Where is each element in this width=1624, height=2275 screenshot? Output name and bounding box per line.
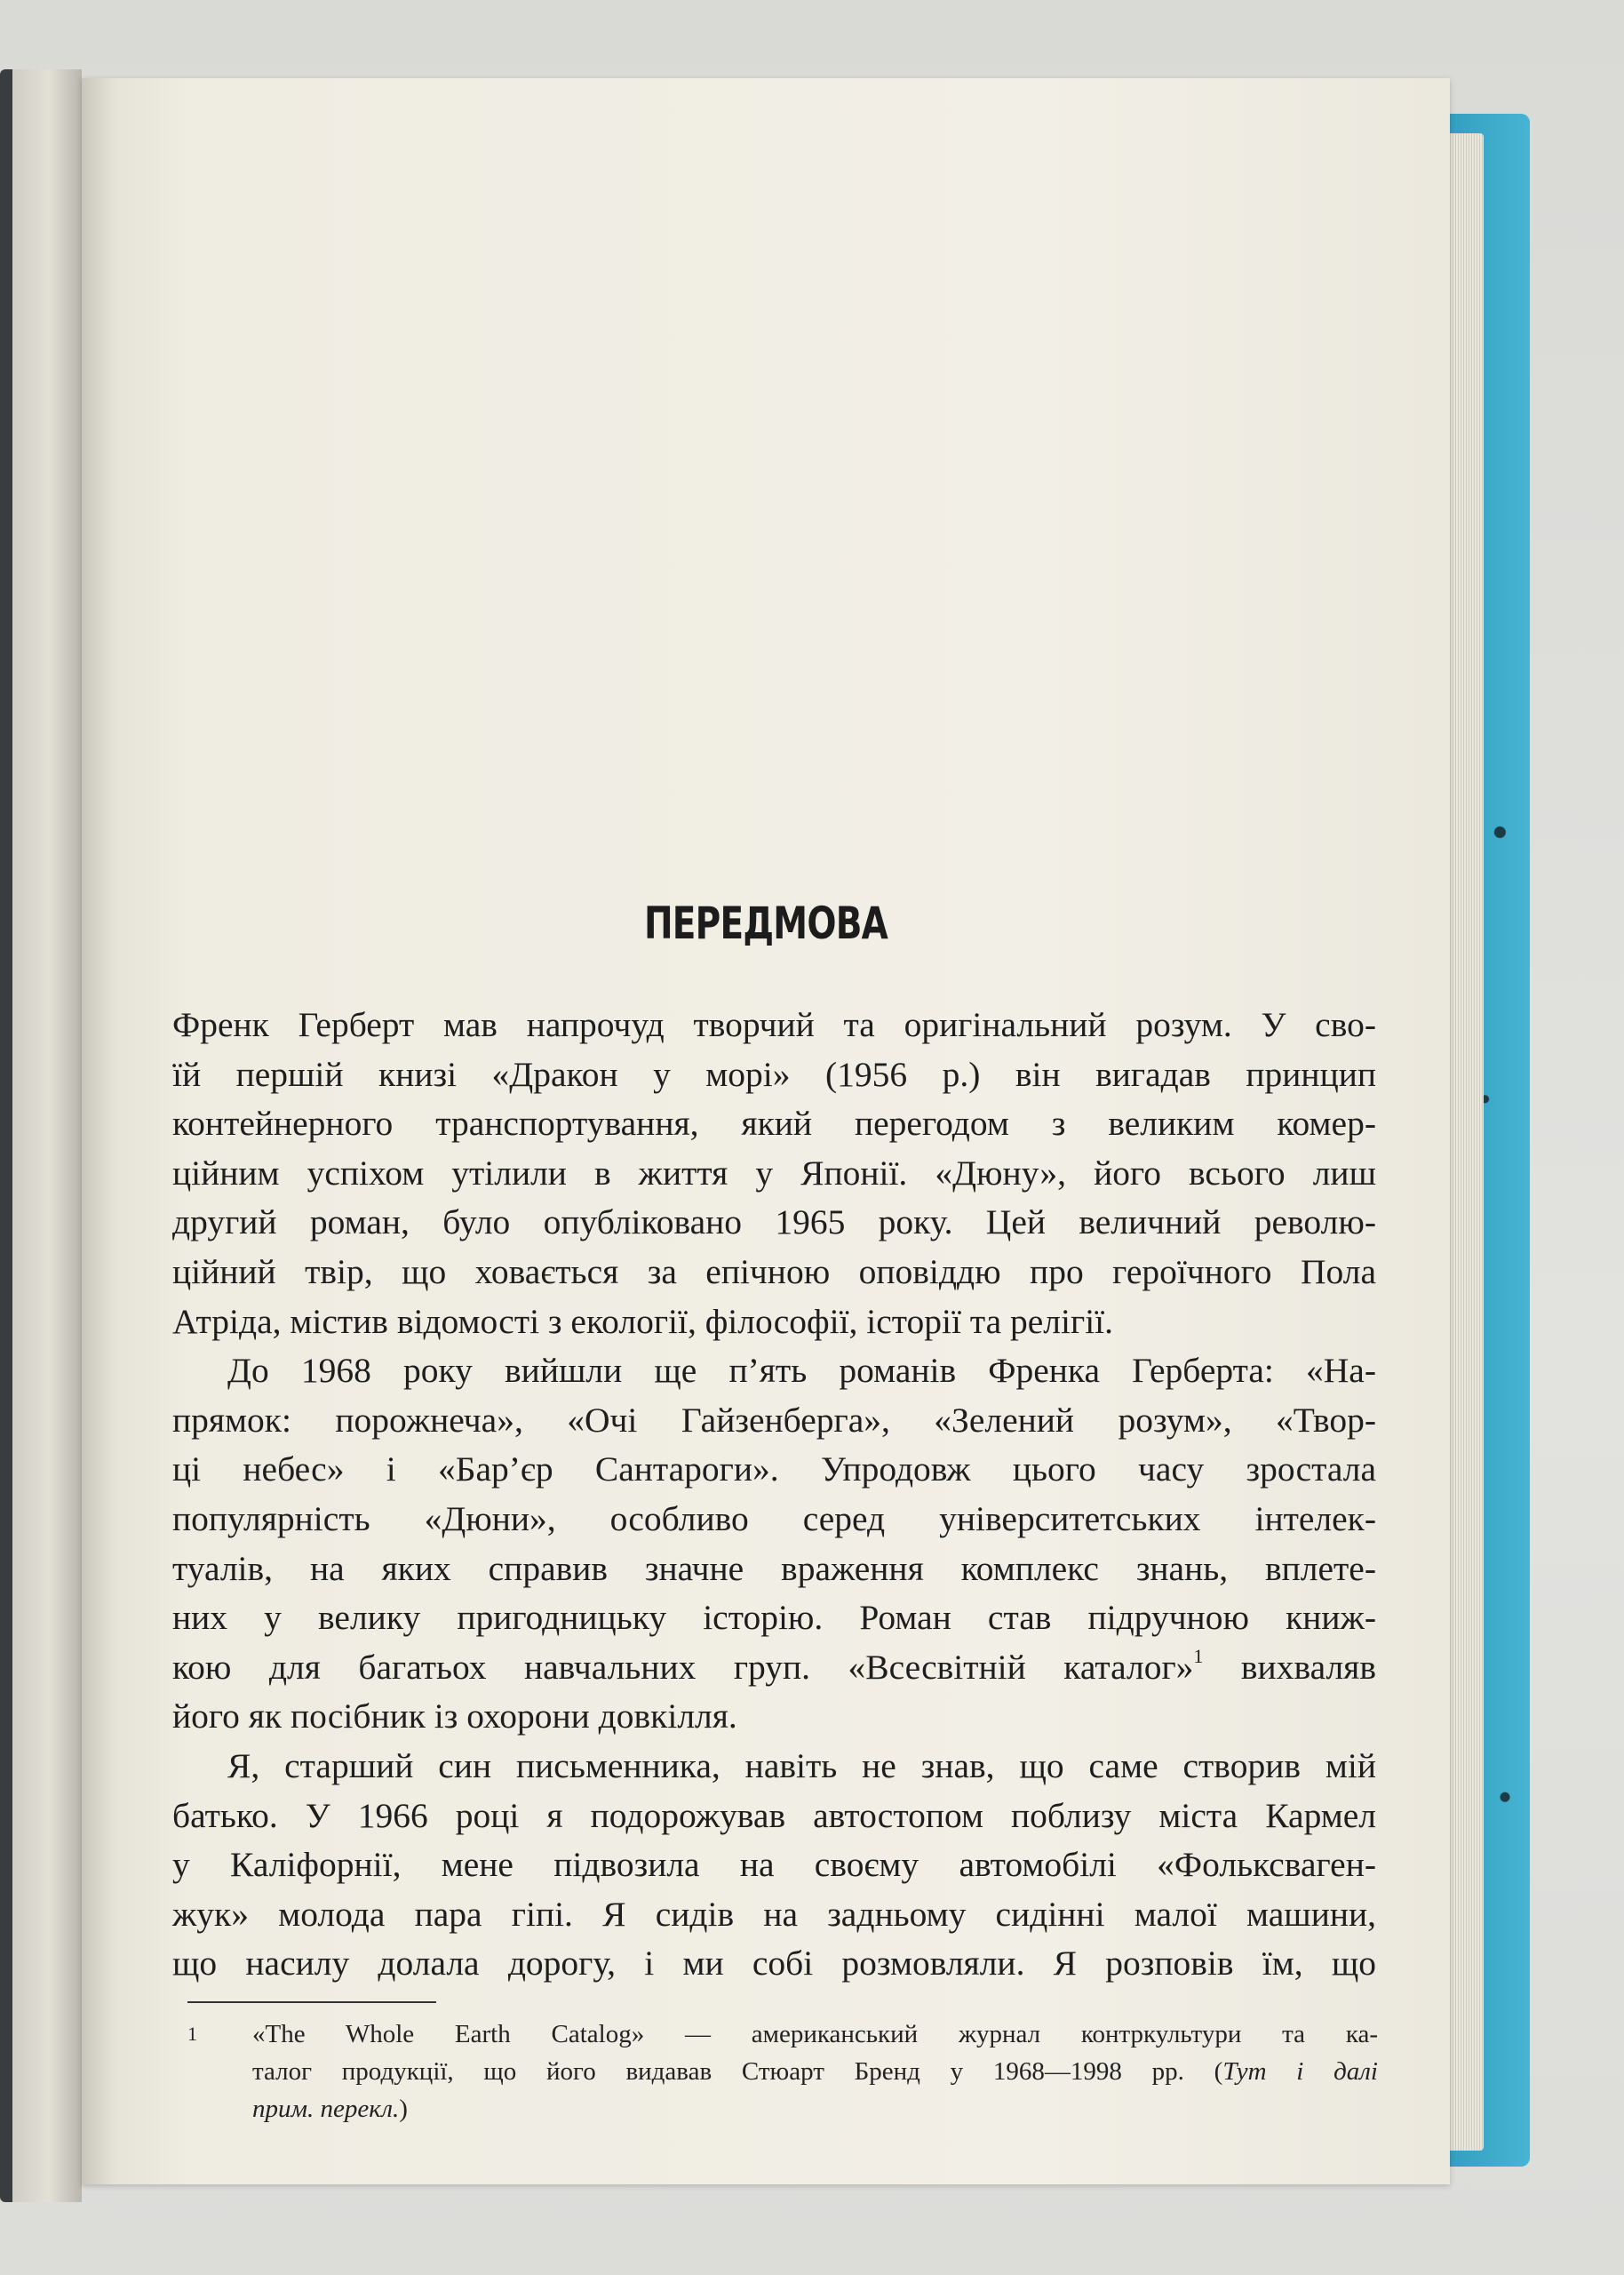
text-line: ційний твір, що ховається за епічною оповіддю про героїчного Пола — [172, 1251, 1376, 1291]
text-line: прямок: порожнеча», «Очі Гайзенберга», «Зелений розум», «Твор- — [172, 1400, 1376, 1440]
text-line: що насилу долала дорогу, і ми собі розмовляли. Я розповів їм, що — [172, 1944, 1376, 1984]
text-line: туалів, на яких справив значне враження комплекс знань, вплете- — [172, 1548, 1376, 1588]
bleed-through — [1130, 297, 1361, 317]
footnote-line: прим. перекл.) — [252, 2095, 408, 2123]
footnote-rule — [187, 2001, 436, 2003]
previous-page — [0, 69, 82, 2202]
text-line: Атріда, містив відомості з екології, філософії, історії та релігії. — [172, 1301, 1114, 1341]
footnote-ref: 1 — [1193, 1644, 1204, 1667]
page-heading: ПЕРЕДМОВА — [643, 898, 888, 949]
text-line: ційним успіхом утілили в життя у Японії. «Дюну», його всього лиш — [172, 1153, 1376, 1193]
text-line: них у велику пригодницьку історію. Роман став підручною книж- — [172, 1598, 1376, 1638]
text-line: у Каліфорнії, мене підвозила на своєму автомобілі «Фольксваген- — [172, 1845, 1376, 1885]
text-line: контейнерного транспортування, який перегодом з великим комер- — [172, 1104, 1376, 1144]
text-line: жук» молода пара гіпі. Я сидів на задньому сидінні малої машини, — [172, 1894, 1376, 1934]
footnote-line: талог продукції, що його видавав Стюарт Бренд у 1968—1998 рр. (Тут і далі — [252, 2057, 1378, 2086]
footnote — [187, 2016, 1378, 2127]
book-page — [82, 78, 1450, 2184]
text-line: ці небес» і «Бар’єр Сантароги». Упродовж цього часу зростала — [172, 1449, 1376, 1489]
text-line: кою для багатьох навчальних груп. «Всесвітній каталог»$^1$ вихваляв — [172, 1644, 1376, 1687]
text-line: їй першій книзі «Дракон у морі» (1956 р.) він вигадав принцип — [172, 1054, 1376, 1094]
text-line: батько. У 1966 році я подорожував автостопом поблизу міста Кармел — [172, 1795, 1376, 1835]
text-line: Френк Герберт мав напрочуд творчий та оригінальний розум. У сво- — [172, 1005, 1376, 1044]
body-text — [172, 1001, 1376, 1989]
text-line: Я, старший син письменника, навіть не знав, що саме створив мій — [227, 1745, 1376, 1785]
footnote-number: 1 — [187, 2023, 197, 2045]
footnote-line: «The Whole Earth Catalog» — американський журнал контркультури та ка- — [252, 2020, 1378, 2048]
text-line: його як посібник із охорони довкілля. — [172, 1696, 737, 1736]
text-line: До 1968 року вийшли ще п’ять романів Френка Герберта: «На- — [227, 1351, 1376, 1391]
text-line: популярність «Дюни», особливо серед університетських інтелек- — [172, 1498, 1376, 1538]
text-line: другий роман, було опубліковано 1965 року. Цей величний револю- — [172, 1202, 1376, 1242]
